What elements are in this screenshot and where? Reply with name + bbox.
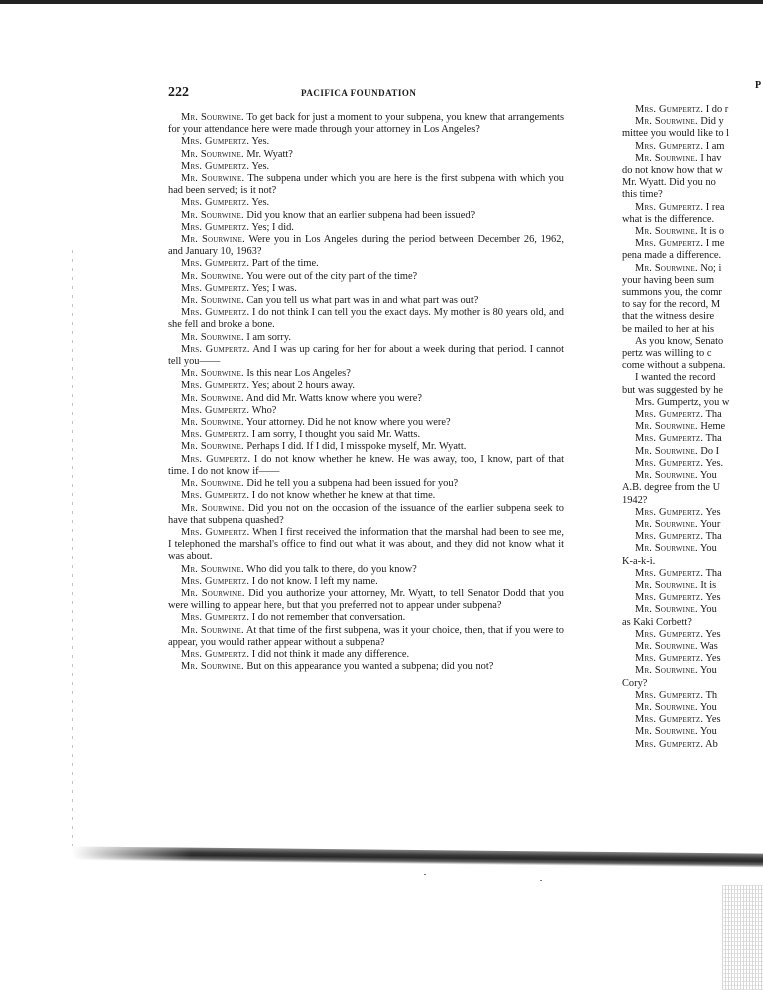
transcript-line bbox=[622, 604, 763, 616]
transcript-paragraph bbox=[168, 612, 564, 624]
statement-text: Yes. bbox=[703, 457, 724, 469]
statement-text: Cory? bbox=[622, 677, 648, 689]
transcript-line bbox=[622, 141, 763, 153]
statement-text: but was suggested by he bbox=[622, 384, 724, 396]
transcript-line bbox=[622, 275, 763, 287]
speaker-name: Mr. Sourwine. bbox=[181, 368, 244, 380]
statement-text: To get back for just a moment to your subpena, you knew that arrangements for your attendance here were made through your attorney in Los Angeles? bbox=[168, 112, 564, 136]
speaker-name: Mr. Sourwine. bbox=[181, 173, 245, 185]
statement-text: You were out of the city part of the time? bbox=[243, 270, 418, 282]
transcript-paragraph bbox=[168, 161, 564, 173]
transcript-paragraph bbox=[168, 441, 564, 453]
right-running-head: P bbox=[755, 80, 762, 91]
statement-text: as Kaki Corbett? bbox=[622, 616, 692, 628]
statement-text: You bbox=[697, 470, 717, 482]
statement-text: Your attorney. Did he not know where you were? bbox=[243, 417, 451, 429]
transcript-line bbox=[622, 238, 763, 250]
statement-text: to say for the record, M bbox=[622, 299, 721, 311]
transcript-line bbox=[622, 726, 763, 738]
speaker-name: Mr. Sourwine. bbox=[181, 563, 244, 575]
speaker-name: Mrs. Gumpertz. bbox=[635, 104, 704, 115]
speaker-name: Mrs. Gumpertz. bbox=[181, 429, 250, 441]
speaker-name: Mrs. Gumpertz. bbox=[181, 307, 250, 319]
transcript-line bbox=[622, 531, 763, 543]
statement-text: Did you not on the occasion of the issuance of the earlier subpena seek to have that subpena quashed? bbox=[168, 502, 564, 526]
statement-text: When I first received the information that the marshal had been to see me, I telephoned the marshal's office to find out what it was about, and they did not know what it was about. bbox=[168, 526, 564, 563]
transcript-paragraph bbox=[168, 332, 564, 344]
speaker-name: Mr. Sourwine. bbox=[181, 234, 245, 246]
speaker-name: Mrs. Gumpertz. bbox=[181, 648, 250, 660]
statement-text: You bbox=[697, 604, 717, 616]
transcript-line bbox=[622, 263, 763, 275]
transcript-line bbox=[622, 372, 763, 384]
transcript-line bbox=[622, 287, 763, 299]
speaker-name: Mr. Sourwine. bbox=[635, 152, 698, 164]
speaker-name: Mr. Sourwine. bbox=[181, 478, 244, 490]
speaker-name: Mr. Sourwine. bbox=[181, 209, 244, 221]
speaker-name: Mr. Sourwine. bbox=[635, 421, 698, 433]
speaker-name: Mrs. Gumpertz. bbox=[635, 140, 704, 152]
speaker-name: Mrs. Gumpertz. bbox=[635, 592, 704, 604]
speaker-name: Mr. Sourwine. bbox=[181, 295, 244, 307]
top-scan-border bbox=[0, 0, 763, 4]
statement-text: And I was up caring for her for about a week during that period. I cannot tell you—— bbox=[168, 343, 564, 368]
speaker-name: Mrs. Gumpertz. bbox=[635, 201, 704, 213]
statement-text: I am sorry, I thought you said Mr. Watts. bbox=[249, 429, 421, 441]
statement-text: Who did you talk to there, do you know? bbox=[243, 563, 417, 575]
statement-text: As you know, Senato bbox=[635, 335, 724, 347]
statement-text: Were you in Los Angeles during the period between December 26, 1962, and January 10, 1963? bbox=[168, 234, 564, 258]
statement-text: Who? bbox=[249, 404, 277, 416]
speaker-name: Mr. Sourwine. bbox=[635, 262, 698, 274]
statement-text: Yes. bbox=[249, 136, 270, 148]
speaker-name: Mrs. Gumpertz. bbox=[635, 653, 704, 665]
speaker-name: Mrs. Gumpertz. bbox=[635, 457, 704, 469]
transcript-line bbox=[622, 714, 763, 726]
statement-text: I rea bbox=[703, 201, 725, 213]
transcript-paragraph bbox=[168, 368, 564, 380]
statement-text: Can you tell us what part was in and what part was out? bbox=[243, 295, 479, 307]
statement-text: Did he tell you a subpena had been issued for you? bbox=[243, 478, 459, 490]
speaker-name: Mrs. Gumpertz. bbox=[635, 567, 704, 579]
statement-text: Your bbox=[697, 518, 721, 530]
speaker-name: Mrs. Gumpertz. bbox=[181, 380, 250, 392]
transcript-line bbox=[622, 397, 763, 409]
statement-text: Tha bbox=[703, 433, 722, 445]
speaker-name: Mr. Sourwine. bbox=[181, 148, 244, 160]
transcript-line bbox=[622, 177, 763, 189]
speaker-name: Mrs. Gumpertz. bbox=[635, 238, 704, 250]
statement-text: I wanted the record bbox=[635, 372, 716, 384]
transcript-line bbox=[622, 458, 763, 470]
transcript-paragraph bbox=[168, 197, 564, 209]
statement-text: Did y bbox=[697, 116, 724, 128]
statement-text: I do not know. I left my name. bbox=[249, 575, 378, 587]
transcript-line bbox=[622, 189, 763, 201]
right-page-column bbox=[622, 104, 763, 751]
statement-text: No; i bbox=[697, 262, 722, 274]
speaker-name: Mr. Sourwine. bbox=[635, 470, 698, 482]
statement-text: what is the difference. bbox=[622, 213, 715, 225]
speaker-name: Mr. Sourwine. bbox=[181, 661, 244, 673]
speaker-name: Mr. Sourwine. bbox=[181, 624, 244, 636]
transcript-line bbox=[622, 556, 763, 568]
statement-text: I me bbox=[703, 238, 725, 250]
transcript-line bbox=[622, 739, 763, 751]
speaker-name: Mrs. Gumpertz. bbox=[181, 136, 250, 148]
scan-corner-noise bbox=[722, 885, 763, 990]
transcript-line bbox=[622, 702, 763, 714]
statement-text: Yes. bbox=[249, 160, 270, 172]
transcript-paragraph bbox=[168, 173, 564, 197]
speaker-name: Mrs. Gumpertz. bbox=[181, 575, 250, 587]
speaker-name: Mrs. Gumpertz. bbox=[181, 282, 250, 294]
statement-text: Do I bbox=[697, 445, 720, 457]
statement-text: K-a-k-i. bbox=[622, 555, 656, 567]
speaker-name: Mr. Sourwine. bbox=[635, 445, 698, 457]
transcript-paragraph bbox=[168, 490, 564, 502]
speaker-name: Mrs. Gumpertz. bbox=[181, 343, 250, 355]
transcript-paragraph bbox=[168, 417, 564, 429]
transcript-line bbox=[622, 336, 763, 348]
speaker-name: Mr. Sourwine. bbox=[181, 112, 244, 123]
statement-text: I did not think it made any difference. bbox=[249, 648, 410, 660]
transcript-line bbox=[622, 360, 763, 372]
speaker-name: Mr. Sourwine. bbox=[181, 502, 245, 514]
speaker-name: Mr. Sourwine. bbox=[635, 116, 698, 128]
transcript-line bbox=[622, 385, 763, 397]
statement-text: Tha bbox=[703, 409, 722, 421]
transcript-line bbox=[622, 495, 763, 507]
transcript-line bbox=[622, 690, 763, 702]
speaker-name: Mrs. Gumpertz. bbox=[181, 526, 250, 538]
transcript-line bbox=[622, 214, 763, 226]
transcript-line bbox=[622, 678, 763, 690]
speaker-name: Mr. Sourwine. bbox=[635, 579, 698, 591]
transcript-paragraph bbox=[168, 649, 564, 661]
transcript-line bbox=[622, 568, 763, 580]
statement-text: pertz was willing to c bbox=[622, 348, 712, 360]
transcript-line bbox=[622, 250, 763, 262]
statement-text: Yes. bbox=[249, 197, 270, 209]
transcript-paragraph bbox=[168, 307, 564, 331]
transcript-line bbox=[622, 153, 763, 165]
transcript-paragraph bbox=[168, 344, 564, 368]
statement-text: Yes bbox=[703, 653, 721, 665]
transcript-paragraph bbox=[168, 454, 564, 478]
scan-speck bbox=[540, 880, 542, 881]
statement-text: do not know how that w bbox=[622, 165, 723, 177]
speaker-name: Mrs. Gumpertz. bbox=[181, 404, 250, 416]
scan-speck bbox=[424, 874, 426, 875]
statement-text: your having been sum bbox=[622, 274, 715, 286]
transcript-line bbox=[622, 519, 763, 531]
statement-text: Yes bbox=[703, 506, 721, 518]
statement-text: Mr. Wyatt? bbox=[243, 148, 293, 160]
statement-text: Ab bbox=[703, 738, 718, 750]
speaker-name: Mrs. Gumpertz. bbox=[181, 221, 250, 233]
speaker-name: Mr. Sourwine. bbox=[635, 604, 698, 616]
statement-text: Is this near Los Angeles? bbox=[243, 368, 351, 380]
transcript-paragraph bbox=[168, 222, 564, 234]
running-head: PACIFICA FOUNDATION bbox=[301, 88, 417, 98]
speaker-name: Mr. Sourwine. bbox=[181, 587, 245, 599]
speaker-name: Mr. Sourwine. bbox=[635, 640, 698, 652]
speaker-name: Mrs. Gumpertz. bbox=[635, 433, 704, 445]
statement-text: It is o bbox=[697, 226, 725, 238]
transcript-paragraph bbox=[168, 527, 564, 564]
statement-text: But on this appearance you wanted a subpena; did you not? bbox=[243, 661, 494, 673]
speaker-name: Mrs. Gumpertz. bbox=[181, 490, 250, 502]
transcript-paragraph bbox=[168, 429, 564, 441]
statement-text: I do not think I can tell you the exact days. My mother is 80 years old, and she fell and broke a bone. bbox=[168, 307, 564, 331]
speaker-name: Mr. Sourwine. bbox=[181, 270, 244, 282]
statement-text: The subpena under which you are here is the first subpena with which you had been served; is it not? bbox=[168, 173, 564, 197]
statement-text: Yes bbox=[703, 628, 721, 640]
transcript-paragraph bbox=[168, 295, 564, 307]
transcript-line bbox=[622, 507, 763, 519]
transcript-line bbox=[622, 104, 763, 116]
speaker-name: Mr. Sourwine. bbox=[635, 701, 698, 713]
speaker-name: Mrs. Gumpertz. bbox=[635, 738, 704, 750]
statement-text: Tha bbox=[703, 567, 722, 579]
transcript-line bbox=[622, 665, 763, 677]
statement-text: be mailed to her at his bbox=[622, 323, 715, 335]
statement-text: Perhaps I did. If I did, I misspoke myself, Mr. Wyatt. bbox=[243, 441, 467, 453]
transcript-line bbox=[622, 128, 763, 140]
transcript-paragraph bbox=[168, 564, 564, 576]
transcript-paragraph bbox=[168, 625, 564, 649]
speaker-name: Mrs. Gumpertz. bbox=[635, 714, 704, 726]
statement-text: You bbox=[697, 665, 717, 677]
transcript-line bbox=[622, 446, 763, 458]
speaker-name: Mrs. Gumpertz. bbox=[181, 160, 250, 172]
speaker-name: Mrs. Gumpertz. bbox=[635, 531, 704, 543]
statement-text: Tha bbox=[703, 531, 722, 543]
transcript-line bbox=[622, 580, 763, 592]
transcript-line bbox=[622, 653, 763, 665]
statement-text: mittee you would like to l bbox=[622, 128, 730, 140]
transcript-line bbox=[622, 226, 763, 238]
speaker-name: Mr. Sourwine. bbox=[635, 518, 698, 530]
statement-text: I am bbox=[703, 140, 725, 152]
transcript-paragraph bbox=[168, 283, 564, 295]
speaker-name: Mrs. Gumpertz. bbox=[181, 453, 251, 465]
statement-text: this time? bbox=[622, 189, 663, 201]
transcript-line bbox=[622, 470, 763, 482]
speaker-name: Mrs. Gumpertz. bbox=[635, 628, 704, 640]
transcript-line bbox=[622, 165, 763, 177]
statement-text: I do not know whether he knew. He was away, too, I know, part of that time. I do not know if—— bbox=[168, 453, 565, 477]
speaker-name: Mr. Sourwine. bbox=[181, 331, 244, 343]
transcript-paragraph bbox=[168, 503, 564, 527]
transcript-line bbox=[622, 299, 763, 311]
transcript-line bbox=[622, 202, 763, 214]
statement-text: Yes; I was. bbox=[249, 282, 297, 294]
statement-text: Heme bbox=[697, 421, 726, 433]
statement-text: Mr. Wyatt. Did you no bbox=[622, 177, 716, 189]
speaker-name: Mrs. Gumpertz. bbox=[181, 612, 250, 624]
statement-text: You bbox=[697, 701, 717, 713]
speaker-name: Mrs. Gumpertz. bbox=[635, 689, 704, 701]
transcript-paragraph bbox=[168, 271, 564, 283]
speaker-name: Mr. Sourwine. bbox=[181, 392, 244, 404]
statement-text: Yes bbox=[703, 714, 721, 726]
transcript-line bbox=[622, 421, 763, 433]
transcript-paragraph bbox=[168, 393, 564, 405]
transcript-line bbox=[622, 348, 763, 360]
statement-text: At that time of the first subpena, was it your choice, then, that if you were to appear, you would rather appear without a subpena? bbox=[168, 624, 564, 648]
speaker-name: Mrs. Gumpertz. bbox=[635, 506, 704, 518]
transcript-paragraph bbox=[168, 136, 564, 148]
transcript-line bbox=[622, 116, 763, 128]
statement-text: And did Mr. Watts know where you were? bbox=[243, 392, 422, 404]
statement-text: It is bbox=[697, 579, 717, 591]
transcript-paragraph bbox=[168, 149, 564, 161]
statement-text: I do not know whether he knew at that time. bbox=[249, 490, 436, 502]
statement-text: Yes; about 2 hours away. bbox=[249, 380, 355, 392]
statement-text: Part of the time. bbox=[249, 258, 319, 270]
transcript-paragraph bbox=[168, 380, 564, 392]
statement-text: A.B. degree from the U bbox=[622, 482, 721, 494]
transcript-line bbox=[622, 617, 763, 629]
statement-text: Th bbox=[703, 689, 718, 701]
transcript-line bbox=[622, 433, 763, 445]
transcript-line bbox=[622, 641, 763, 653]
left-page-column bbox=[168, 112, 564, 673]
transcript-paragraph bbox=[168, 112, 564, 136]
transcript-line bbox=[622, 482, 763, 494]
statement-text: summons you, the comr bbox=[622, 287, 722, 299]
statement-text: You bbox=[697, 726, 717, 738]
statement-text: I hav bbox=[697, 152, 722, 164]
transcript-paragraph bbox=[168, 210, 564, 222]
transcript-paragraph bbox=[168, 576, 564, 588]
speaker-name: Mr. Sourwine. bbox=[635, 665, 698, 677]
transcript-paragraph bbox=[168, 258, 564, 270]
statement-text: Was bbox=[697, 640, 718, 652]
statement-text: Mrs. Gumpertz, you w bbox=[635, 396, 730, 408]
speaker-name: Mrs. Gumpertz. bbox=[181, 258, 250, 270]
statement-text: Yes; I did. bbox=[249, 221, 294, 233]
speaker-name: Mr. Sourwine. bbox=[635, 543, 698, 555]
transcript-line bbox=[622, 409, 763, 421]
statement-text: I do not remember that conversation. bbox=[249, 612, 406, 624]
speaker-name: Mrs. Gumpertz. bbox=[635, 409, 704, 421]
statement-text: I am sorry. bbox=[243, 331, 291, 343]
transcript-paragraph bbox=[168, 405, 564, 417]
statement-text: pena made a difference. bbox=[622, 250, 722, 262]
transcript-paragraph bbox=[168, 588, 564, 612]
transcript-line bbox=[622, 543, 763, 555]
speaker-name: Mrs. Gumpertz. bbox=[181, 197, 250, 209]
statement-text: Did you know that an earlier subpena had been issued? bbox=[243, 209, 476, 221]
transcript-line bbox=[622, 592, 763, 604]
scan-edge-marks bbox=[72, 250, 73, 870]
statement-text: Did you authorize your attorney, Mr. Wyatt, to tell Senator Dodd that you were willing to appear here, but that you preferred not to appear under subpena? bbox=[168, 587, 565, 612]
transcript-paragraph bbox=[168, 234, 564, 258]
statement-text: come without a subpena. bbox=[622, 360, 726, 372]
statement-text: I do r bbox=[703, 104, 729, 115]
speaker-name: Mr. Sourwine. bbox=[181, 441, 244, 453]
statement-text: You bbox=[697, 543, 717, 555]
transcript-paragraph bbox=[168, 478, 564, 490]
speaker-name: Mr. Sourwine. bbox=[635, 726, 698, 738]
transcript-line bbox=[622, 324, 763, 336]
page-number: 222 bbox=[168, 85, 189, 100]
transcript-line bbox=[622, 311, 763, 323]
statement-text: 1942? bbox=[622, 494, 648, 506]
speaker-name: Mr. Sourwine. bbox=[635, 226, 698, 238]
transcript-paragraph bbox=[168, 661, 564, 673]
transcript-line bbox=[622, 629, 763, 641]
speaker-name: Mr. Sourwine. bbox=[181, 417, 244, 429]
statement-text: Yes bbox=[703, 592, 721, 604]
statement-text: that the witness desire bbox=[622, 311, 715, 323]
page-fold-fade bbox=[72, 846, 192, 866]
